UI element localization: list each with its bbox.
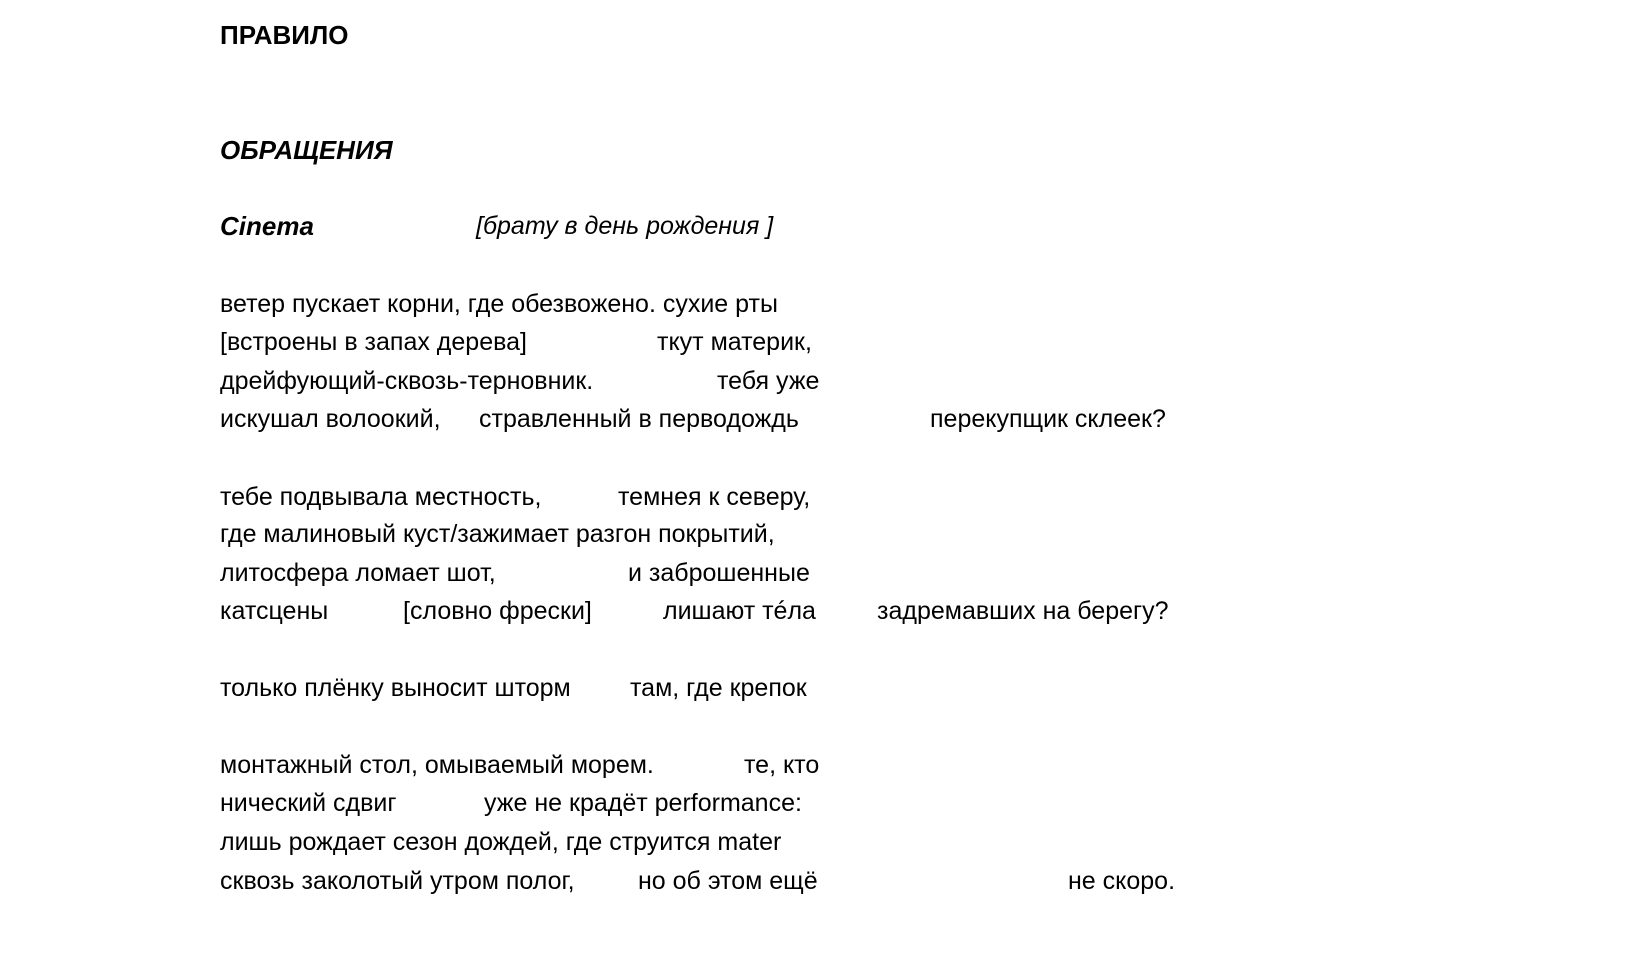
poem-line-7b: и заброшенные: [628, 559, 810, 587]
poem-line-4c: перекупщик склеек?: [930, 405, 1166, 433]
poem-title: Cinema: [220, 211, 314, 241]
poem-line-7a: литосфера ломает шот,: [220, 559, 496, 587]
poem-line-9a: только плёнку выносит шторм: [220, 674, 571, 702]
poem-line-13c: не скоро.: [1068, 867, 1176, 895]
poem-line-2b: ткут материк,: [657, 328, 812, 356]
poem-dedication: [брату в день рождения ]: [476, 212, 774, 240]
poem-line-9b: там, где крепок: [630, 674, 807, 702]
poem-line-5a: тебе подвывала местность,: [220, 483, 542, 511]
poem-line-1: ветер пускает корни, где обезвожено. сухие рты: [220, 290, 778, 318]
poem-line-3a: дрейфующий-сквозь-терновник.: [220, 367, 594, 395]
poem-line-6: где малиновый куст/зажимает разгон покрытий,: [220, 520, 775, 548]
poem-line-8d: задремавших на берегу?: [877, 597, 1169, 625]
poem-line-13b: но об этом ещё: [638, 867, 818, 895]
poem-line-8b: [словно фрески]: [403, 597, 592, 625]
poem-line-11b: уже не крадёт performance:: [484, 789, 802, 817]
section-title: ОБРАЩЕНИЯ: [220, 135, 393, 165]
poem-line-2a: [встроены в запах дерева]: [220, 328, 527, 356]
poem-line-13a: сквозь заколотый утром полог,: [220, 867, 575, 895]
poem-line-8c: лишают тéла: [663, 597, 816, 625]
poem-line-12: лишь рождает сезон дождей, где струится mater: [220, 828, 782, 856]
poem-line-10a: монтажный стол, омываемый морем.: [220, 751, 654, 779]
document-heading: ПРАВИЛО: [220, 20, 349, 50]
poem-line-3b: тебя уже: [717, 367, 820, 395]
poem-line-5b: темнея к северу,: [618, 483, 811, 511]
poem-line-11a: нический сдвиг: [220, 789, 397, 817]
poem-line-4a: искушал волоокий,: [220, 405, 441, 433]
poem-line-8a: катсцены: [220, 597, 329, 625]
poem-line-4b: стравленный в перводождь: [479, 405, 799, 433]
poem-line-10b: те, кто: [744, 751, 820, 779]
